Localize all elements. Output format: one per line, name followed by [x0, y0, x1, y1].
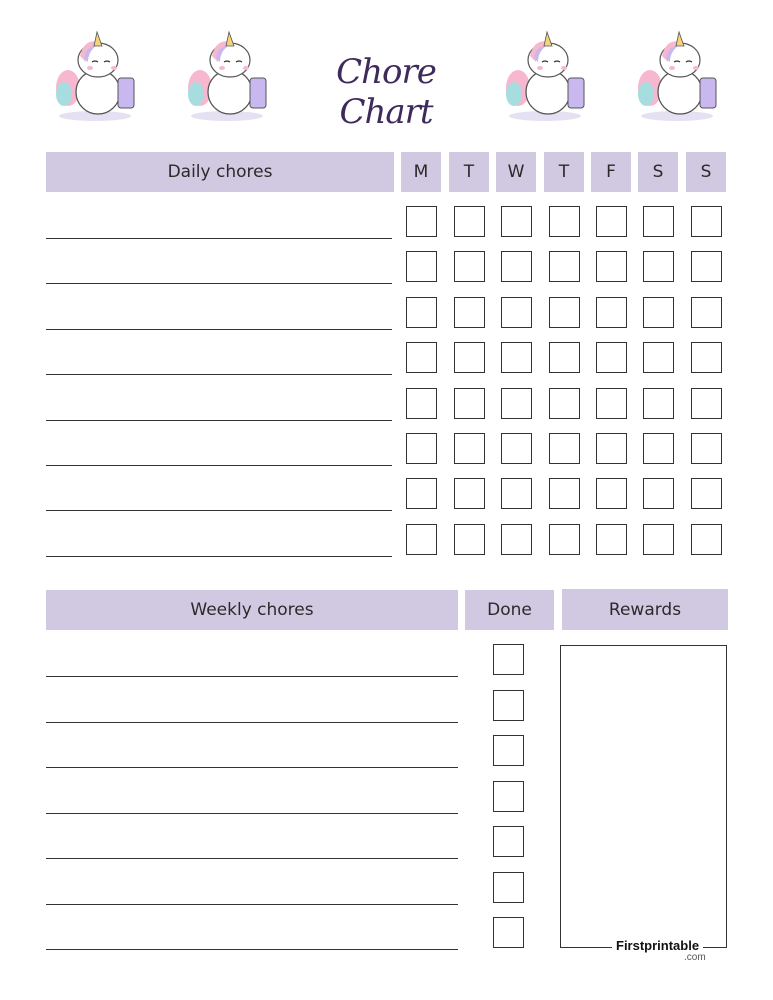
- daily-checkbox[interactable]: [501, 297, 532, 328]
- rewards-box[interactable]: [560, 645, 727, 948]
- daily-checkbox[interactable]: [406, 388, 437, 419]
- daily-checkbox[interactable]: [406, 433, 437, 464]
- day-header: S: [638, 152, 678, 192]
- daily-checkbox[interactable]: [691, 251, 722, 282]
- daily-checkbox[interactable]: [501, 251, 532, 282]
- logo-suffix: .com: [684, 952, 706, 963]
- daily-checkbox[interactable]: [691, 433, 722, 464]
- unicorn-sweeping-icon: [172, 28, 282, 123]
- daily-checkbox[interactable]: [549, 433, 580, 464]
- daily-checkbox[interactable]: [691, 524, 722, 555]
- weekly-chore-line[interactable]: [46, 904, 458, 905]
- daily-chores-header: Daily chores: [46, 152, 394, 192]
- day-header: T: [544, 152, 584, 192]
- weekly-done-checkbox[interactable]: [493, 735, 524, 766]
- daily-checkbox[interactable]: [501, 206, 532, 237]
- daily-checkbox[interactable]: [406, 206, 437, 237]
- daily-checkbox[interactable]: [643, 433, 674, 464]
- daily-checkbox[interactable]: [549, 342, 580, 373]
- daily-checkbox[interactable]: [643, 251, 674, 282]
- daily-checkbox[interactable]: [691, 478, 722, 509]
- logo: Firstprintable: [612, 938, 703, 953]
- daily-checkbox[interactable]: [596, 478, 627, 509]
- weekly-chore-line[interactable]: [46, 722, 458, 723]
- daily-checkbox[interactable]: [454, 206, 485, 237]
- weekly-done-checkbox[interactable]: [493, 917, 524, 948]
- daily-checkbox[interactable]: [406, 524, 437, 555]
- daily-chore-line[interactable]: [46, 374, 392, 375]
- daily-checkbox[interactable]: [691, 388, 722, 419]
- daily-checkbox[interactable]: [454, 433, 485, 464]
- weekly-chore-line[interactable]: [46, 767, 458, 768]
- daily-checkbox[interactable]: [549, 524, 580, 555]
- rewards-header: Rewards: [562, 589, 728, 630]
- daily-checkbox[interactable]: [596, 524, 627, 555]
- page-title: Chore Chart: [336, 52, 436, 132]
- daily-checkbox[interactable]: [596, 388, 627, 419]
- daily-checkbox[interactable]: [596, 342, 627, 373]
- daily-chore-line[interactable]: [46, 465, 392, 466]
- daily-chore-line[interactable]: [46, 238, 392, 239]
- daily-checkbox[interactable]: [691, 297, 722, 328]
- weekly-done-checkbox[interactable]: [493, 872, 524, 903]
- daily-checkbox[interactable]: [596, 251, 627, 282]
- daily-checkbox[interactable]: [596, 206, 627, 237]
- unicorn-doing-laundry-icon: [622, 28, 732, 123]
- weekly-chore-line[interactable]: [46, 676, 458, 677]
- weekly-chore-line[interactable]: [46, 813, 458, 814]
- daily-checkbox[interactable]: [501, 524, 532, 555]
- daily-checkbox[interactable]: [691, 342, 722, 373]
- daily-checkbox[interactable]: [643, 297, 674, 328]
- daily-checkbox[interactable]: [643, 206, 674, 237]
- daily-checkbox[interactable]: [501, 342, 532, 373]
- weekly-done-checkbox[interactable]: [493, 781, 524, 812]
- unicorn-washing-dishes-icon: [490, 28, 600, 123]
- daily-checkbox[interactable]: [454, 297, 485, 328]
- unicorn-vacuuming-icon: [40, 28, 150, 123]
- weekly-done-checkbox[interactable]: [493, 644, 524, 675]
- day-header: W: [496, 152, 536, 192]
- daily-chore-line[interactable]: [46, 329, 392, 330]
- daily-checkbox[interactable]: [454, 251, 485, 282]
- daily-checkbox[interactable]: [549, 388, 580, 419]
- daily-checkbox[interactable]: [549, 297, 580, 328]
- daily-checkbox[interactable]: [501, 478, 532, 509]
- daily-checkbox[interactable]: [643, 342, 674, 373]
- daily-checkbox[interactable]: [643, 478, 674, 509]
- daily-checkbox[interactable]: [549, 206, 580, 237]
- day-header: M: [401, 152, 441, 192]
- daily-chore-line[interactable]: [46, 283, 392, 284]
- daily-checkbox[interactable]: [549, 478, 580, 509]
- day-header: T: [449, 152, 489, 192]
- daily-chore-line[interactable]: [46, 510, 392, 511]
- daily-checkbox[interactable]: [643, 388, 674, 419]
- day-header: F: [591, 152, 631, 192]
- daily-checkbox[interactable]: [406, 297, 437, 328]
- done-header: Done: [465, 590, 554, 630]
- daily-checkbox[interactable]: [549, 251, 580, 282]
- daily-checkbox[interactable]: [406, 342, 437, 373]
- weekly-chore-line[interactable]: [46, 949, 458, 950]
- weekly-done-checkbox[interactable]: [493, 690, 524, 721]
- daily-checkbox[interactable]: [691, 206, 722, 237]
- daily-checkbox[interactable]: [406, 251, 437, 282]
- daily-checkbox[interactable]: [501, 433, 532, 464]
- weekly-chore-line[interactable]: [46, 858, 458, 859]
- daily-chore-line[interactable]: [46, 556, 392, 557]
- daily-checkbox[interactable]: [454, 388, 485, 419]
- weekly-chores-header: Weekly chores: [46, 590, 458, 630]
- daily-chore-line[interactable]: [46, 420, 392, 421]
- daily-checkbox[interactable]: [596, 433, 627, 464]
- day-header: S: [686, 152, 726, 192]
- daily-checkbox[interactable]: [454, 478, 485, 509]
- daily-checkbox[interactable]: [406, 478, 437, 509]
- weekly-done-checkbox[interactable]: [493, 826, 524, 857]
- daily-checkbox[interactable]: [501, 388, 532, 419]
- daily-checkbox[interactable]: [643, 524, 674, 555]
- daily-checkbox[interactable]: [596, 297, 627, 328]
- daily-checkbox[interactable]: [454, 524, 485, 555]
- daily-checkbox[interactable]: [454, 342, 485, 373]
